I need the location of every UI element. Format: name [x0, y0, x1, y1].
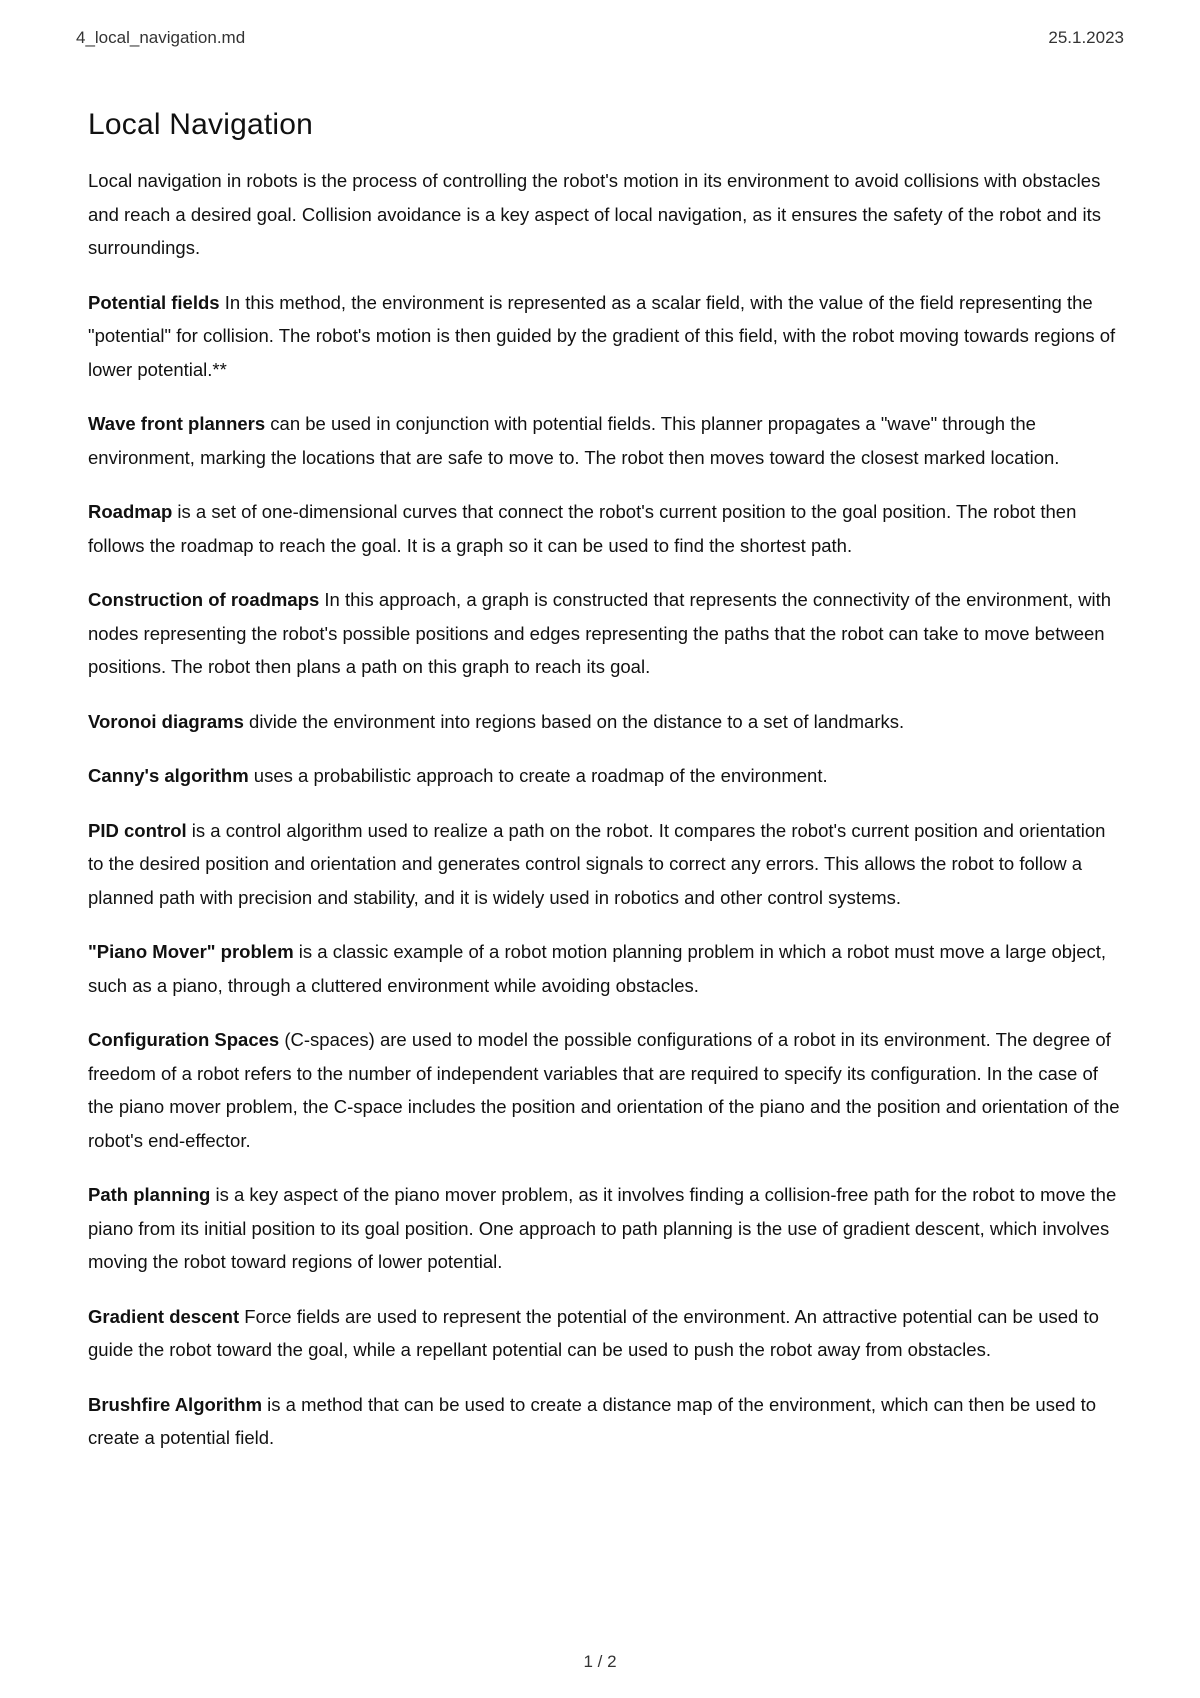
definition: is a method that can be used to create a distance map of the environment, which can then be used to create a potential field. [88, 1393, 1097, 1448]
term: "Piano Mover" problem [88, 941, 294, 962]
definition: divide the environment into regions based on the distance to a set of landmarks. [243, 710, 905, 732]
paragraph-piano-mover-problem [88, 935, 1124, 1002]
definition: is a set of one-dimensional curves that connect the robot's current position to the goal position. The robot then follows the roadmap to reach the goal. It is a graph so it can be used to find the shortest path. [88, 501, 1077, 556]
definition: In this method, the environment is represented as a scalar field, with the value of the field representing the "potential" for collision. The robot's motion is then guided by the gradient of this field, with the robot moving towards regions of lower potential.** [88, 291, 1116, 380]
paragraph-pid-control [88, 814, 1124, 915]
term: Gradient descent [88, 1305, 240, 1327]
term: Roadmap [88, 501, 173, 522]
document-body [88, 108, 1124, 1476]
paragraph-potential-fields [88, 286, 1124, 387]
paragraph-path-planning [88, 1178, 1124, 1279]
definition: uses a probabilistic approach to create a roadmap of the environment. [248, 765, 828, 786]
term: Canny's algorithm [88, 765, 249, 786]
definition: In this approach, a graph is constructed that represents the connectivity of the environment, with nodes representing the robot's possible positions and edges representing the paths that the robot can take to move between positions. The robot then plans a path on this graph to reach its goal. [88, 589, 1112, 677]
paragraph-wave-front-planners [88, 407, 1124, 474]
page-header [76, 28, 1124, 52]
term: PID control [88, 819, 187, 841]
term: Potential fields [88, 291, 220, 313]
paragraph-brushfire-algorithm [88, 1388, 1124, 1455]
definition: is a key aspect of the piano mover problem, as it involves finding a collision-free path for the robot to move the piano from its initial position to its goal position. One approach to path planning is the use of gradient descent, which involves moving the robot toward regions of lower potential. [88, 1184, 1117, 1272]
definition: (C-spaces) are used to model the possible configurations of a robot in its environment. The degree of freedom of a robot refers to the number of independent variables that are required to specify its configuration. In the case of the piano mover problem, the C-space includes the position and orientation of the piano and the position and orientation of the robot's end-effector. [88, 1029, 1120, 1151]
definition: can be used in conjunction with potential fields. This planner propagates a "wave" through the environment, marking the locations that are safe to move to. The robot then moves toward the closest marked location. [88, 413, 1060, 468]
paragraph-roadmap [88, 495, 1124, 562]
paragraph-voronoi-diagrams [88, 705, 1124, 739]
definition: Force fields are used to represent the potential of the environment. An attractive potential can be used to guide the robot toward the goal, while a repellant potential can be used to push the robot away from obstacles. [88, 1305, 1099, 1360]
term: Configuration Spaces [88, 1029, 280, 1050]
term: Path planning [88, 1184, 211, 1205]
definition: is a control algorithm used to realize a path on the robot. It compares the robot's current position and orientation to the desired position and orientation and generates control signals to correct any errors. This allows the robot to follow a planned path with precision and stability, and it is widely used in robotics and other control systems. [88, 819, 1106, 908]
page-title: Local Navigation [88, 108, 314, 141]
definition: is a classic example of a robot motion planning problem in which a robot must move a large object, such as a piano, through a cluttered environment while avoiding obstacles. [88, 941, 1107, 996]
paragraph-configuration-spaces [88, 1023, 1124, 1157]
paragraph-cannys-algorithm [88, 759, 1124, 793]
intro-paragraph: Local navigation in robots is the process of controlling the robot's motion in its environment to avoid collisions with obstacles and reach a desired goal. Collision avoidance is a key aspect of local navigation, as it ensures the safety of the robot and its surroundings. [88, 170, 1101, 258]
page-number: 1 / 2 [583, 1652, 617, 1671]
paragraph-gradient-descent [88, 1300, 1124, 1367]
term: Construction of roadmaps [88, 589, 320, 610]
paragraph-construction-of-roadmaps [88, 583, 1124, 684]
document-date: 25.1.2023 [1048, 28, 1124, 47]
term: Wave front planners [88, 413, 266, 434]
document-filename: 4_local_navigation.md [76, 28, 246, 47]
term: Voronoi diagrams [88, 710, 244, 732]
term: Brushfire Algorithm [88, 1393, 263, 1415]
